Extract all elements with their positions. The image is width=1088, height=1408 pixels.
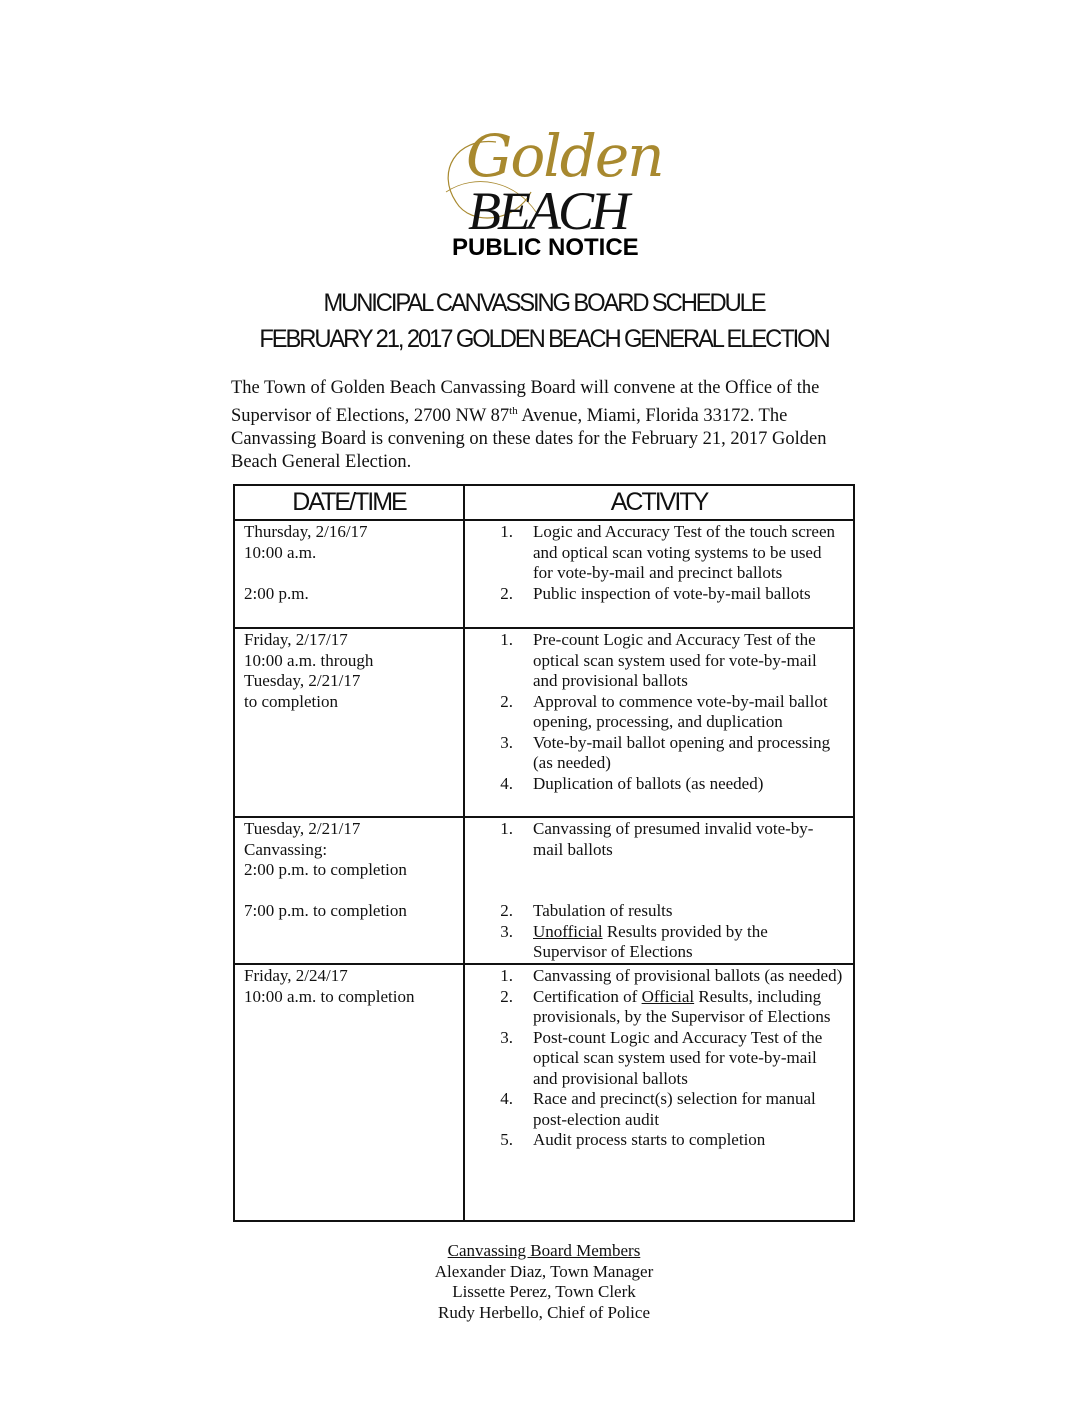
member: Lissette Perez, Town Clerk: [452, 1282, 636, 1301]
title-line-2: FEBRUARY 21, 2017 GOLDEN BEACH GENERAL ELECTION: [259, 325, 829, 353]
activity-cell: [464, 817, 854, 964]
activity-item: [465, 1028, 853, 1090]
date-line: Canvassing:: [244, 839, 328, 859]
date-line: Tuesday, 2/21/17: [244, 819, 361, 838]
activity-item: [465, 584, 853, 605]
activity-item: [465, 692, 853, 733]
table-row: [234, 628, 854, 817]
intro-part1: The Town of Golden Beach Canvassing Board will convene at the Office of the Supervisor of Elections, 2700 NW 87: [231, 378, 820, 427]
item-text-main: Audit process starts to completion: [533, 1130, 766, 1149]
item-number: 2.: [500, 583, 513, 603]
activity-item: [465, 1130, 853, 1151]
item-text: [533, 584, 853, 605]
activity-item: [465, 901, 853, 922]
item-number: 3.: [500, 1027, 513, 1047]
item-text-main: Results provided by the Supervisor of Elections: [533, 921, 768, 961]
item-text: [533, 987, 853, 1028]
activity-item: [465, 630, 853, 692]
board-members-heading: Canvassing Board Members: [447, 1241, 641, 1260]
item-number: 1.: [500, 966, 513, 985]
item-text-pre: Certification of: [533, 986, 642, 1006]
date-line: 7:00 p.m. to completion: [244, 901, 407, 920]
item-text-main: Results, including provisionals, by the Supervisor of Elections: [533, 986, 831, 1026]
item-text-main: Public inspection of vote-by-mail ballots: [533, 583, 811, 603]
item-number: 1.: [500, 630, 513, 649]
item-underlined: Official: [641, 986, 695, 1006]
intro-part2: Avenue, Miami, Florida 33172. The Canvassing Board is convening on these dates for the February 21, 2017 Golden Beach General Election.: [231, 406, 827, 473]
table-row: [234, 964, 854, 1221]
item-text: [533, 522, 853, 584]
item-number: 4.: [500, 773, 513, 793]
date-line: Friday, 2/24/17: [244, 966, 348, 985]
date-line: 10:00 a.m.: [244, 542, 317, 562]
activity-item: [465, 966, 853, 987]
intro-paragraph: [231, 377, 871, 474]
date-cell: [234, 628, 464, 817]
title-line-1: MUNICIPAL CANVASSING BOARD SCHEDULE: [323, 289, 765, 317]
board-members: [0, 1241, 1088, 1323]
item-text: [533, 922, 853, 963]
item-text: [533, 819, 853, 860]
item-text-main: Pre-count Logic and Accuracy Test of the optical scan system used for vote-by-mail and provisional ballots: [533, 630, 817, 690]
date-line: 2:00 p.m. to completion: [244, 860, 407, 879]
item-number: 2.: [500, 901, 513, 920]
item-text: [533, 966, 853, 987]
item-text: [533, 692, 853, 733]
date-line: Tuesday, 2/21/17: [244, 671, 361, 690]
date-line: Thursday, 2/16/17: [244, 522, 368, 541]
table-row: [234, 520, 854, 628]
item-text: [533, 733, 853, 774]
logo-golden: Golden: [466, 122, 663, 190]
item-number: 3.: [500, 732, 513, 752]
date-line: 10:00 a.m. to completion: [244, 986, 415, 1006]
activity-cell: [464, 964, 854, 1221]
date-line: [244, 563, 463, 584]
table-row: [234, 817, 854, 964]
item-text-main: Canvassing of presumed invalid vote-by-mail ballots: [533, 819, 814, 859]
public-notice-label: PUBLIC NOTICE: [452, 234, 639, 261]
item-text: [533, 901, 853, 922]
item-text-main: Race and precinct(s) selection for manual post-election audit: [533, 1089, 816, 1129]
activity-item: [465, 1089, 853, 1130]
date-cell: [234, 964, 464, 1221]
activity-item: [465, 522, 853, 584]
logo-beach: BEACH: [468, 181, 627, 241]
item-text: [533, 1089, 853, 1130]
item-number: 1.: [500, 522, 513, 541]
date-line: 10:00 a.m. through: [244, 650, 374, 670]
item-text-main: Duplication of ballots (as needed): [533, 773, 764, 793]
date-cell: [234, 520, 464, 628]
item-text-main: Approval to commence vote-by-mail ballot opening, processing, and duplication: [533, 691, 828, 731]
date-cell: [234, 817, 464, 964]
intro-sup: th: [509, 405, 518, 417]
item-number: 3.: [500, 921, 513, 941]
item-number: 1.: [500, 819, 513, 838]
activity-cell: [464, 520, 854, 628]
item-number: 2.: [500, 986, 513, 1006]
header-date-time: DATE/TIME: [234, 485, 464, 520]
item-underlined: Unofficial: [533, 921, 603, 941]
activity-item: [465, 987, 853, 1028]
item-number: 5.: [500, 1130, 513, 1149]
item-text: [533, 1028, 853, 1090]
item-text-main: Post-count Logic and Accuracy Test of the optical scan system used for vote-by-mail and provisional ballots: [533, 1027, 823, 1088]
schedule-table: [233, 484, 855, 1222]
header-activity: ACTIVITY: [464, 485, 854, 520]
date-line: [244, 881, 463, 902]
activity-item: [465, 774, 853, 795]
item-text-main: Vote-by-mail ballot opening and processing (as needed): [533, 732, 831, 772]
date-line: Friday, 2/17/17: [244, 630, 348, 649]
item-text-main: Canvassing of provisional ballots (as needed): [533, 966, 843, 985]
item-number: 4.: [500, 1089, 513, 1108]
golden-beach-logo: [436, 122, 663, 262]
activity-item: [465, 922, 853, 963]
date-line: 2:00 p.m.: [244, 583, 309, 603]
activity-item: [465, 819, 853, 860]
member: Rudy Herbello, Chief of Police: [438, 1302, 650, 1322]
item-text-main: Logic and Accuracy Test of the touch screen and optical scan voting systems to be used for vote-by-mail and precinct ballots: [533, 522, 836, 582]
date-line: to completion: [244, 691, 338, 711]
activity-item: [465, 733, 853, 774]
item-text: [533, 630, 853, 692]
item-number: 2.: [500, 691, 513, 711]
activity-cell: [464, 628, 854, 817]
item-text-main: Tabulation of results: [533, 901, 673, 920]
member: Alexander Diaz, Town Manager: [434, 1261, 654, 1281]
item-text: [533, 1130, 853, 1151]
item-text: [533, 774, 853, 795]
